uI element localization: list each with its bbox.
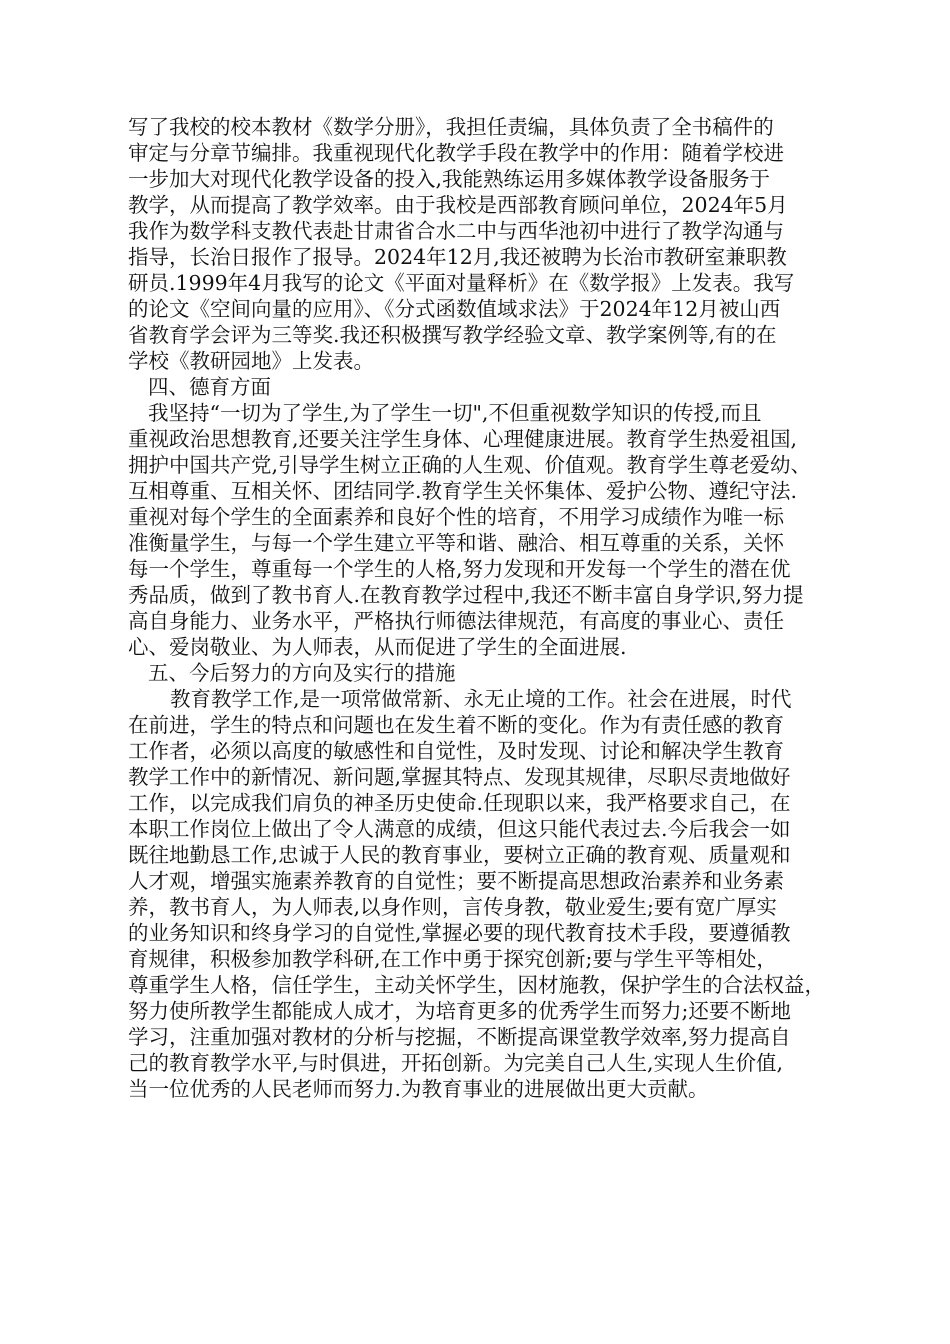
text-line: 写了我校的校本教材《数学分册》，我担任责编，具体负责了全书稿件的 (128, 115, 774, 139)
text-line: 既往地勤恳工作,忠诚于人民的教育事业，要树立正确的教育观、质量观和 (128, 843, 791, 867)
text-line: 人才观，增强实施素养教育的自觉性；要不断提高思想政治素养和业务素 (128, 869, 784, 893)
text-line: 工作者，必须以高度的敏感性和自觉性，及时发现、讨论和解决学生教育 (128, 739, 784, 763)
text-line: 努力使所教学生都能成人成才，为培育更多的优秀学生而努力;还要不断地 (128, 999, 791, 1023)
text-line: 当一位优秀的人民老师而努力.为教育事业的进展做出更大贡献。 (128, 1077, 709, 1101)
text-line: 一步加大对现代化教学设备的投入,我能熟练运用多媒体教学设备服务于 (128, 167, 771, 191)
text-line: 学校《教研园地》上发表。 (128, 349, 374, 373)
text-line: 在前进，学生的特点和问题也在发生着不断的变化。作为有责任感的教育 (128, 713, 784, 737)
text-line: 本职工作岗位上做出了令人满意的成绩，但这只能代表过去.今后我会一如 (128, 817, 791, 841)
text-line: 互相尊重、互相关怀、团结同学.教育学生关怀集体、爱护公物、遵纪守法. (128, 479, 798, 503)
text-line: 重视对每个学生的全面素养和良好个性的培育，不用学习成绩作为唯一标 (128, 505, 784, 529)
text-line: 每一个学生，尊重每一个学生的人格,努力发现和开发每一个学生的潜在优 (128, 557, 791, 581)
text-line: 的业务知识和终身学习的自觉性,掌握必要的现代教育技术手段，要遵循教 (128, 921, 791, 945)
text-line: 指导，长治日报作了报导。2024年12月,我还被聘为长治市教研室兼职教 (128, 245, 787, 269)
text-line: 教育教学工作,是一项常做常新、永无止境的工作。社会在进展，时代 (170, 687, 792, 711)
text-line: 尊重学生人格，信任学生，主动关怀学生，因材施教，保护学生的合法权益， (128, 973, 825, 997)
text-line: 秀品质，做到了教书育人.在教育教学过程中,我还不断丰富自身学识,努力提 (128, 583, 804, 607)
text-line: 高自身能力、业务水平，严格执行师德法律规范，有高度的事业心、责任 (128, 609, 784, 633)
text-line: 准衡量学生，与每一个学生建立平等和谐、融洽、相互尊重的关系，关怀 (128, 531, 784, 555)
section-heading: 五、今后努力的方向及实行的措施 (148, 661, 456, 685)
text-line: 我作为数学科支教代表赴甘肃省合水二中与西华池初中进行了教学沟通与 (128, 219, 784, 243)
text-line: 心、爱岗敬业、为人师表，从而促进了学生的全面进展. (128, 635, 627, 659)
text-line: 审定与分章节编排。我重视现代化教学手段在教学中的作用：随着学校进 (128, 141, 784, 165)
text-line: 拥护中国共产党,引导学生树立正确的人生观、价值观。教育学生尊老爱幼、 (128, 453, 812, 477)
text-line: 教学工作中的新情况、新问题,掌握其特点、发现其规律，尽职尽责地做好 (128, 765, 791, 789)
text-line: 教学，从而提高了教学效率。由于我校是西部教育顾问单位，2024年5月 (128, 193, 788, 217)
text-line: 己的教育教学水平,与时俱进，开拓创新。为完美自己人生,实现人生价值, (128, 1051, 784, 1075)
text-line: 养，教书育人，为人师表,以身作则，言传身教，敬业爱生;要有宽广厚实 (128, 895, 777, 919)
section-heading: 四、德育方面 (148, 375, 271, 399)
text-line: 重视政治思想教育,还要关注学生身体、心理健康进展。教育学生热爱祖国, (128, 427, 798, 451)
text-line: 省教育学会评为三等奖.我还积极撰写教学经验文章、教学案例等,有的在 (128, 323, 777, 347)
text-line: 工作，以完成我们肩负的神圣历史使命.任现职以来，我严格要求自己，在 (128, 791, 791, 815)
text-line: 我坚持“一切为了学生,为了学生一切",不但重视数学知识的传授,而且 (148, 401, 762, 425)
text-line: 的论文《空间向量的应用》、《分式函数值域求法》于2024年12月被山西 (128, 297, 781, 321)
text-line: 育规律，积极参加教学科研,在工作中勇于探究创新;要与学生平等相处， (128, 947, 777, 971)
text-line: 研员.1999年4月我写的论文《平面对量释析》在《数学报》上发表。我写 (128, 271, 795, 295)
text-line: 学习，注重加强对教材的分析与挖掘，不断提高课堂教学效率,努力提高自 (128, 1025, 791, 1049)
